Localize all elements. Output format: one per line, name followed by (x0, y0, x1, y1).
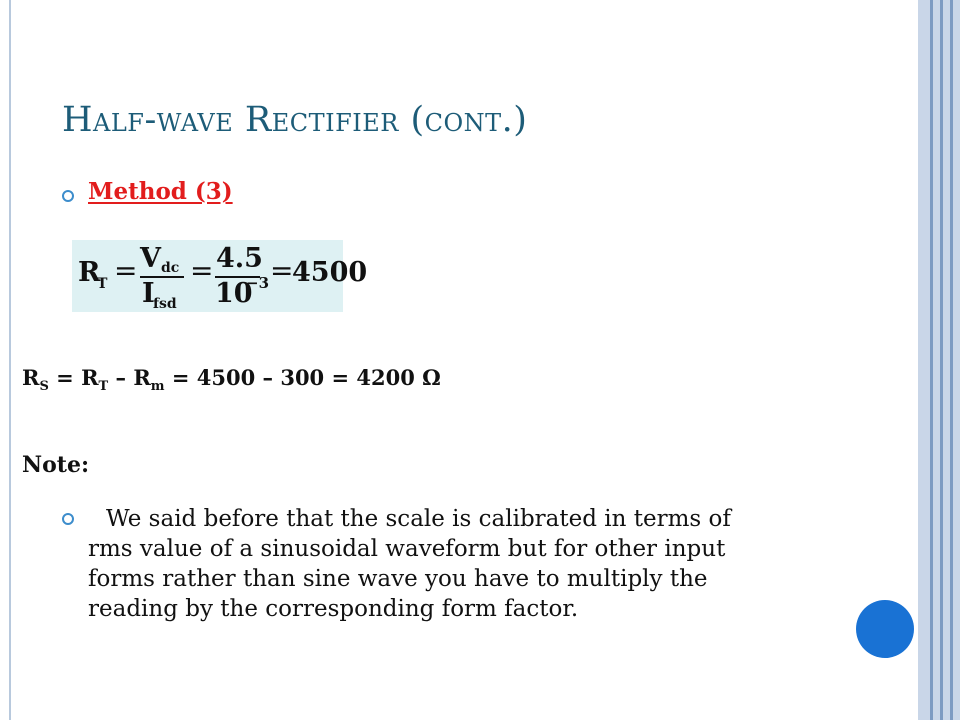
note-text (88, 504, 888, 624)
bullet-icon (62, 190, 74, 202)
formula-equals: = (270, 254, 294, 287)
decorative-circle (856, 600, 914, 658)
formula-result: 4500 (292, 257, 368, 288)
note-line: rms value of a sinusoidal waveform but for other input (88, 536, 726, 562)
left-frame-line (9, 0, 11, 720)
formula-lhs-sub: T (97, 276, 108, 292)
formula-lhs: R (78, 257, 101, 288)
frame-stripe (950, 0, 953, 720)
formula-denominator-sub: fsd (153, 296, 177, 312)
frame-stripe (930, 0, 933, 720)
formula (72, 240, 368, 312)
note-line: reading by the corresponding form factor. (88, 596, 579, 622)
formula-denominator-i: I (142, 278, 155, 309)
formula-box (72, 240, 368, 312)
note-line: forms rather than sine wave you have to multiply the (88, 566, 708, 592)
frame-stripe (940, 0, 943, 720)
formula-equals: = (114, 254, 138, 287)
note-label: Note: (22, 452, 90, 478)
formula-numerator-value: 4.5 (216, 243, 263, 274)
note-line: We said before that the scale is calibrated in terms of (106, 506, 731, 532)
formula-numerator-v: V (140, 243, 161, 274)
slide-title: HALF-WAVE RECTIFIER (CONT.) (62, 100, 528, 140)
resistance-equation: $R_S = R_T - R_m = 4500 - 300 = 4200$ Ω (22, 365, 441, 395)
method-label: Method (3) (88, 178, 233, 205)
formula-equals: = (190, 254, 214, 287)
right-frame-bar (918, 0, 960, 720)
formula-exponent: −3 (246, 274, 270, 292)
formula-numerator-sub: dc (161, 260, 180, 276)
bullet-icon (62, 513, 74, 525)
formula-denominator-value: 10 (215, 278, 253, 309)
